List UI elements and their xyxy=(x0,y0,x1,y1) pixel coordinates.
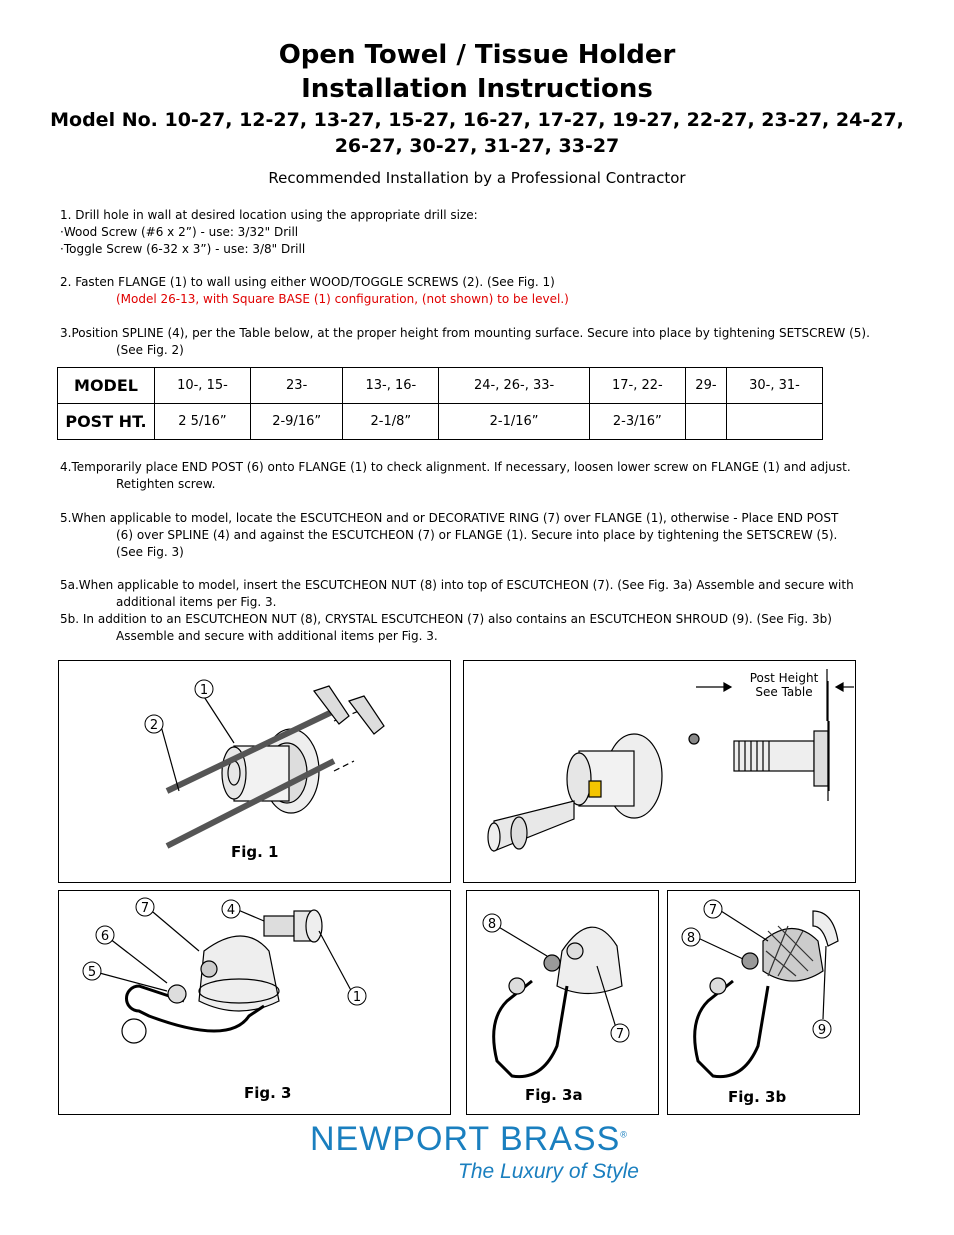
table-cell: 2-1/8” xyxy=(343,404,439,440)
callout-6: 6 xyxy=(100,929,110,944)
table-cell: 30-, 31- xyxy=(727,368,823,404)
figure-3b xyxy=(667,890,860,1115)
title-line-1: Open Towel / Tissue Holder xyxy=(278,40,676,70)
figure-2 xyxy=(463,660,856,883)
table-cell xyxy=(685,404,726,440)
table-cell: 29- xyxy=(685,368,726,404)
table-cell xyxy=(727,404,823,440)
figure-3-label: Fig. 3 xyxy=(244,1084,292,1102)
table-cell: 23- xyxy=(250,368,342,404)
step-5 xyxy=(60,510,890,561)
step-4-ref: Retighten screw. xyxy=(116,477,216,491)
subtitle: Recommended Installation by a Professional Contractor xyxy=(268,169,686,187)
post-height-label xyxy=(749,671,819,699)
table-row-model xyxy=(58,368,823,404)
step-1-text: 1. Drill hole in wall at desired location using the appropriate drill size: xyxy=(60,208,478,222)
step-5-text-2: (6) over SPLINE (4) and against the ESCUTCHEON (7) or FLANGE (1). Secure into place by tightening the SETSCREW (5). xyxy=(116,528,838,542)
step-5a-5b xyxy=(60,577,890,645)
post-height-table xyxy=(57,367,823,440)
table-cell: 10-, 15- xyxy=(155,368,251,404)
step-5a-text: 5a.When applicable to model, insert the ESCUTCHEON NUT (8) into top of ESCUTCHEON (7). (See Fig. 3a) Assemble and secure with xyxy=(60,578,854,592)
table-cell: 13-, 16- xyxy=(343,368,439,404)
step-4 xyxy=(60,459,880,493)
callout-1: 1 xyxy=(352,990,362,1005)
table-cell: 2-3/16” xyxy=(589,404,685,440)
step-2 xyxy=(60,274,860,308)
callout-7: 7 xyxy=(615,1027,625,1042)
step-5b-text-2: Assemble and secure with additional items per Fig. 3. xyxy=(116,629,438,643)
step-3-text: 3.Position SPLINE (4), per the Table below, at the proper height from mounting surface. Secure into place by tightening SETSCREW (5). xyxy=(60,326,870,340)
step-5a-text-2: additional items per Fig. 3. xyxy=(116,595,277,609)
callout-7: 7 xyxy=(708,903,718,918)
registered-mark: ® xyxy=(620,1129,628,1140)
figure-3a xyxy=(466,890,659,1115)
callout-7: 7 xyxy=(140,901,150,916)
figure-3-drawing xyxy=(59,891,449,1113)
step-5-text: 5.When applicable to model, locate the ESCUTCHEON and or DECORATIVE RING (7) over FLANGE (1), otherwise - Place END POST xyxy=(60,511,839,525)
step-1-toggle-screw: ·Toggle Screw (6-32 x 3”) - use: 3/8" Drill xyxy=(60,242,306,256)
step-1-wood-screw: ·Wood Screw (#6 x 2”) - use: 3/32" Drill xyxy=(60,225,299,239)
step-2-text: 2. Fasten FLANGE (1) to wall using either WOOD/TOGGLE SCREWS (2). (See Fig. 1) xyxy=(60,275,555,289)
table-header-model: MODEL xyxy=(58,368,155,404)
brand-tagline: The Luxury of Style xyxy=(458,1160,639,1183)
table-header-post-height: POST HT. xyxy=(58,404,155,440)
table-cell: 2 5/16” xyxy=(155,404,251,440)
table-cell: 2-9/16” xyxy=(250,404,342,440)
post-height-text: Post Height xyxy=(749,671,819,685)
step-5-ref: (See Fig. 3) xyxy=(116,545,184,559)
step-1 xyxy=(60,207,860,258)
callout-8: 8 xyxy=(686,931,696,946)
callout-1: 1 xyxy=(199,683,209,698)
figure-1-label: Fig. 1 xyxy=(231,843,279,861)
figure-3b-label: Fig. 3b xyxy=(728,1088,787,1106)
figure-3a-drawing xyxy=(467,891,657,1113)
callout-4: 4 xyxy=(226,903,236,918)
step-5b-text: 5b. In addition to an ESCUTCHEON NUT (8), CRYSTAL ESCUTCHEON (7) also contains an ESCUTCHEON SHROUD (9). (See Fig. 3b) xyxy=(60,612,832,626)
brand-name-text: NEWPORT BRASS xyxy=(310,1120,621,1158)
model-numbers-line-1: Model No. 10-27, 12-27, 13-27, 15-27, 16-27, 17-27, 19-27, 22-27, 23-27, 24-27, xyxy=(50,109,904,131)
brand-name xyxy=(310,1120,628,1159)
callout-8: 8 xyxy=(487,917,497,932)
table-row-post-height xyxy=(58,404,823,440)
step-3-ref: (See Fig. 2) xyxy=(116,343,184,357)
table-cell: 24-, 26-, 33- xyxy=(439,368,590,404)
callout-5: 5 xyxy=(87,965,97,980)
figure-1 xyxy=(58,660,451,883)
figure-3a-label: Fig. 3a xyxy=(525,1086,583,1104)
see-table-text: See Table xyxy=(755,685,813,699)
step-3 xyxy=(60,325,880,359)
figure-3 xyxy=(58,890,451,1115)
table-cell: 2-1/16” xyxy=(439,404,590,440)
step-2-note: (Model 26-13, with Square BASE (1) configuration, (not shown) to be level.) xyxy=(116,292,569,306)
model-numbers-line-2: 26-27, 30-27, 31-27, 33-27 xyxy=(334,135,620,157)
table-cell: 17-, 22- xyxy=(589,368,685,404)
callout-9: 9 xyxy=(817,1023,827,1038)
step-4-text: 4.Temporarily place END POST (6) onto FLANGE (1) to check alignment. If necessary, loosen lower screw on FLANGE (1) and adjust. xyxy=(60,460,851,474)
callout-2: 2 xyxy=(149,718,159,733)
title-line-2: Installation Instructions xyxy=(301,74,653,104)
figure-3b-drawing xyxy=(668,891,858,1113)
